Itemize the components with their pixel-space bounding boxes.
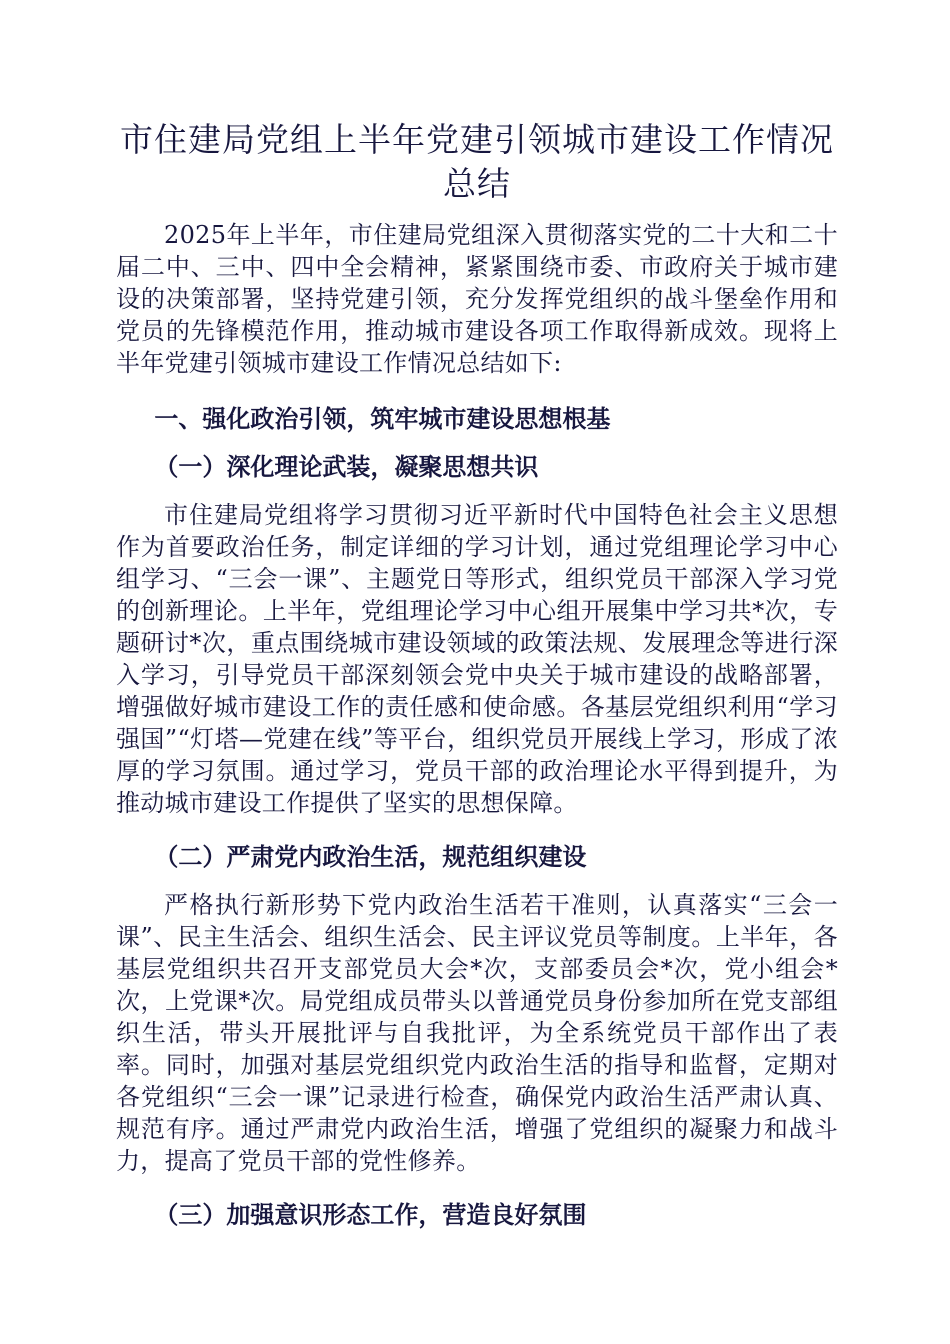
subsection-2-body: 严格执行新形势下党内政治生活若干准则，认真落实“三会一课”、民主生活会、组织生活会、民主评议党员等制度。上半年，各基层党组织共召开支部党员大会*次，支部委员会*次，党小组会*次，上党课*次。局党组成员带头以普通党员身份参加所在党支部组织生活，带头开展批评与自我批评，为全系统党员干部作出了表率。同时，加强对基层党组织党内政治生活的指导和监督，定期对各党组织“三会一课”记录进行检查，确保党内政治生活严肃认真、规范有序。通过严肃党内政治生活，增强了党组织的凝聚力和战斗力，提高了党员干部的党性修养。	[116, 891, 838, 1175]
subsection-1-body: 市住建局党组将学习贯彻习近平新时代中国特色社会主义思想作为首要政治任务，制定详细的学习计划，通过党组理论学习中心组学习、“三会一课”、主题党日等形式，组织党员干部深入学习党的创新理论。上半年，党组理论学习中心组开展集中学习共*次，专题研讨*次，重点围绕城市建设领域的政策法规、发展理念等进行深入学习，引导党员干部深刻领会党中央关于城市建设的战略部署，增强做好城市建设工作的责任感和使命感。各基层党组织利用“学习强国”“灯塔—党建在线”等平台，组织党员开展线上学习，形成了浓厚的学习氛围。通过学习，党员干部的政治理论水平得到提升，为推动城市建设工作提供了坚实的思想保障。	[116, 501, 838, 817]
section-1-heading: 一、强化政治引领，筑牢城市建设思想根基	[154, 404, 611, 433]
intro-paragraph: 2025年上半年，市住建局党组深入贯彻落实党的二十大和二十届二中、三中、四中全会精神，紧紧围绕市委、市政府关于城市建设的决策部署，坚持党建引领，充分发挥党组织的战斗堡垒作用和党员的先锋模范作用，推动城市建设各项工作取得新成效。现将上半年党建引领城市建设工作情况总结如下:	[116, 221, 838, 377]
subsection-3-heading: （三）加强意识形态工作，营造良好氛围	[154, 1200, 587, 1229]
subsection-1-heading: （一）深化理论武装，凝聚思想共识	[154, 452, 539, 481]
document-title: 市住建局党组上半年党建引领城市建设工作情况总结	[120, 120, 834, 203]
subsection-2-heading: （二）严肃党内政治生活，规范组织建设	[154, 842, 587, 871]
